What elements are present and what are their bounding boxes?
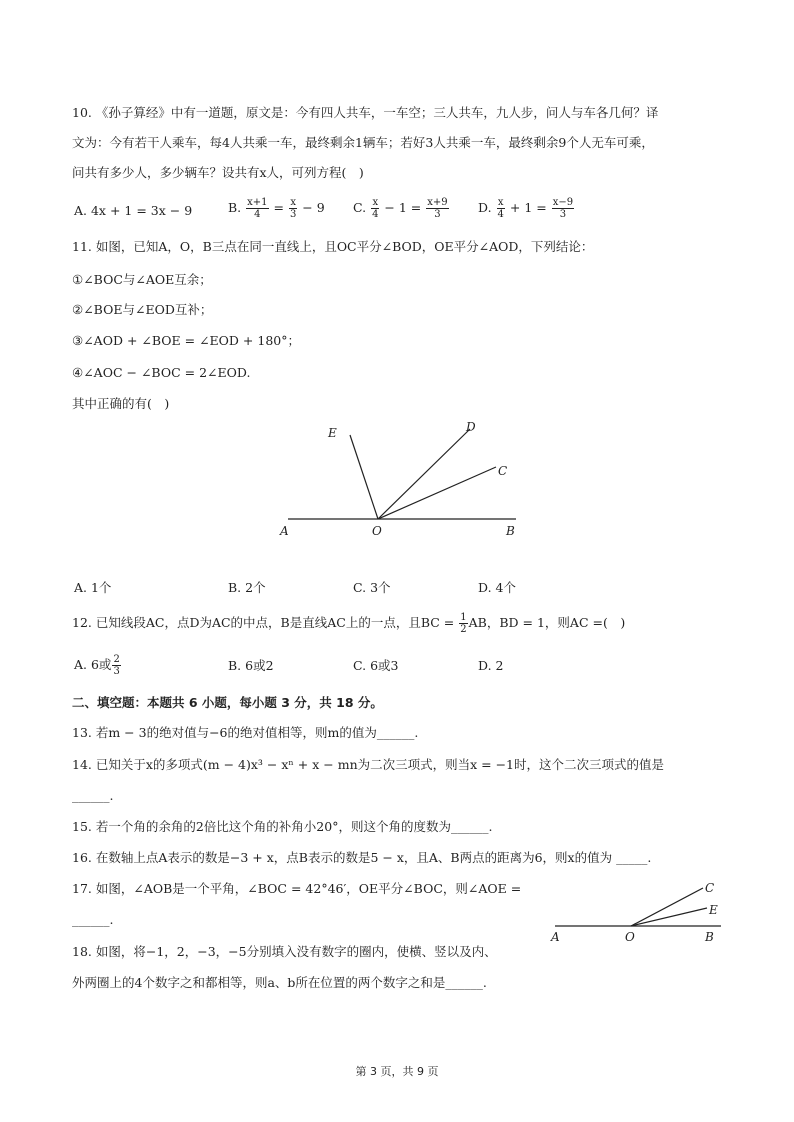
q16: 16. 在数轴上点A表示的数是−3 + x，点B表示的数是5 − x，且A、B两点的距离为6，则x的值为 _____. <box>72 850 652 865</box>
q11-label-e: E <box>328 426 337 440</box>
page-footer: 第 3 页，共 9 页 <box>355 1065 439 1078</box>
q11-label-a: A <box>280 524 289 538</box>
q11-option-a: A. 1个 <box>74 580 112 595</box>
q17-label-b: B <box>705 930 714 944</box>
q17-ray-oc <box>631 888 703 926</box>
q10-option-d: D. $\frac{x}{4}$ + 1 = $\frac{x-9}{3}$ <box>478 197 574 220</box>
q12-option-a: A. 6或 $\frac{2}{3}$ <box>74 654 120 677</box>
q18-line1: 18. 如图，将−1，2，−3，−5分别填入没有数字的圈内，使横、竖以及内、 <box>72 944 497 959</box>
q17-ray-oe <box>631 908 707 926</box>
q12-option-b: B. 6或2 <box>228 658 274 673</box>
q12-stem: 12. 已知线段AC，点D为AC的中点，B是直线AC上的一点，且BC = $\frac{1}{2}$ AB，BD = 1，则AC =( ) <box>72 612 626 635</box>
q10-option-a: A. 4x + 1 = 3x − 9 <box>74 203 193 218</box>
q15: 15. 若一个角的余角的2倍比这个角的补角小20°，则这个角的度数为______. <box>72 819 493 834</box>
q11-statement-2: ②∠BOE与∠EOD互补； <box>72 302 213 317</box>
q14-line2: ______. <box>72 788 114 803</box>
q17-line1: 17. 如图，∠AOB是一个平角，∠BOC = 42°46′，OE平分∠BOC，则∠AOE = <box>72 881 522 896</box>
q17-label-o: O <box>625 930 635 944</box>
q12-option-c: C. 6或3 <box>353 658 399 673</box>
q11-statement-3: ③∠AOD + ∠BOE = ∠EOD + 180°； <box>72 333 300 348</box>
q11-label-c: C <box>498 464 508 478</box>
q10-option-c: C. $\frac{x}{4}$ − 1 = $\frac{x+9}{3}$ <box>353 197 448 220</box>
q10-option-b: B. $\frac{x+1}{4}$ = $\frac{x}{3}$ − 9 <box>228 197 325 220</box>
q11-figure <box>270 415 530 545</box>
q11-option-d: D. 4个 <box>478 580 516 595</box>
q11-label-b: B <box>506 524 515 538</box>
q11-statement-4: ④∠AOC − ∠BOC = 2∠EOD. <box>72 365 251 380</box>
q18-line2: 外两圈上的4个数字之和都相等，则a、b所在位置的两个数字之和是______. <box>72 975 487 990</box>
q11-ray-oc <box>378 467 496 519</box>
q11-ray-oe <box>350 435 378 519</box>
q11-label-d: D <box>466 420 476 434</box>
q17-label-c: C <box>705 881 715 895</box>
q11-ask: 其中正确的有( ) <box>72 396 170 411</box>
section-fill-in-blank: 二、填空题：本题共 6 小题，每小题 3 分，共 18 分。 <box>72 695 383 710</box>
q17-label-e: E <box>709 903 718 917</box>
q13: 13. 若m − 3的绝对值与−6的绝对值相等，则m的值为______. <box>72 725 419 740</box>
q11-option-c: C. 3个 <box>353 580 391 595</box>
q11-stem: 11. 如图，已知A，O，B三点在同一直线上，且OC平分∠BOD，OE平分∠AOD，下列结论： <box>72 239 594 254</box>
q11-statement-1: ①∠BOC与∠AOE互余； <box>72 272 212 287</box>
q10-line1: 10. 《孙子算经》中有一道题，原文是：今有四人共车，一车空；三人共车，九人步，问人与车各几何？译 <box>72 105 659 120</box>
q10-line3: 问共有多少人，多少辆车？设共有x人，可列方程( ) <box>72 165 364 180</box>
q17-line2: ______. <box>72 912 114 927</box>
q10-line2: 文为：今有若干人乘车，每4人共乘一车，最终剩余1辆车；若好3人共乘一车，最终剩余9个人无车可乘， <box>72 135 654 150</box>
q11-option-b: B. 2个 <box>228 580 266 595</box>
q17-figure <box>545 878 735 944</box>
q11-ray-od <box>378 429 470 519</box>
q17-label-a: A <box>551 930 560 944</box>
q12-option-d: D. 2 <box>478 658 504 673</box>
q14-line1: 14. 已知关于x的多项式(m − 4)x³ − xⁿ + x − mn为二次三项式，则当x = −1时，这个二次三项式的值是 <box>72 757 665 772</box>
q11-label-o: O <box>372 524 382 538</box>
